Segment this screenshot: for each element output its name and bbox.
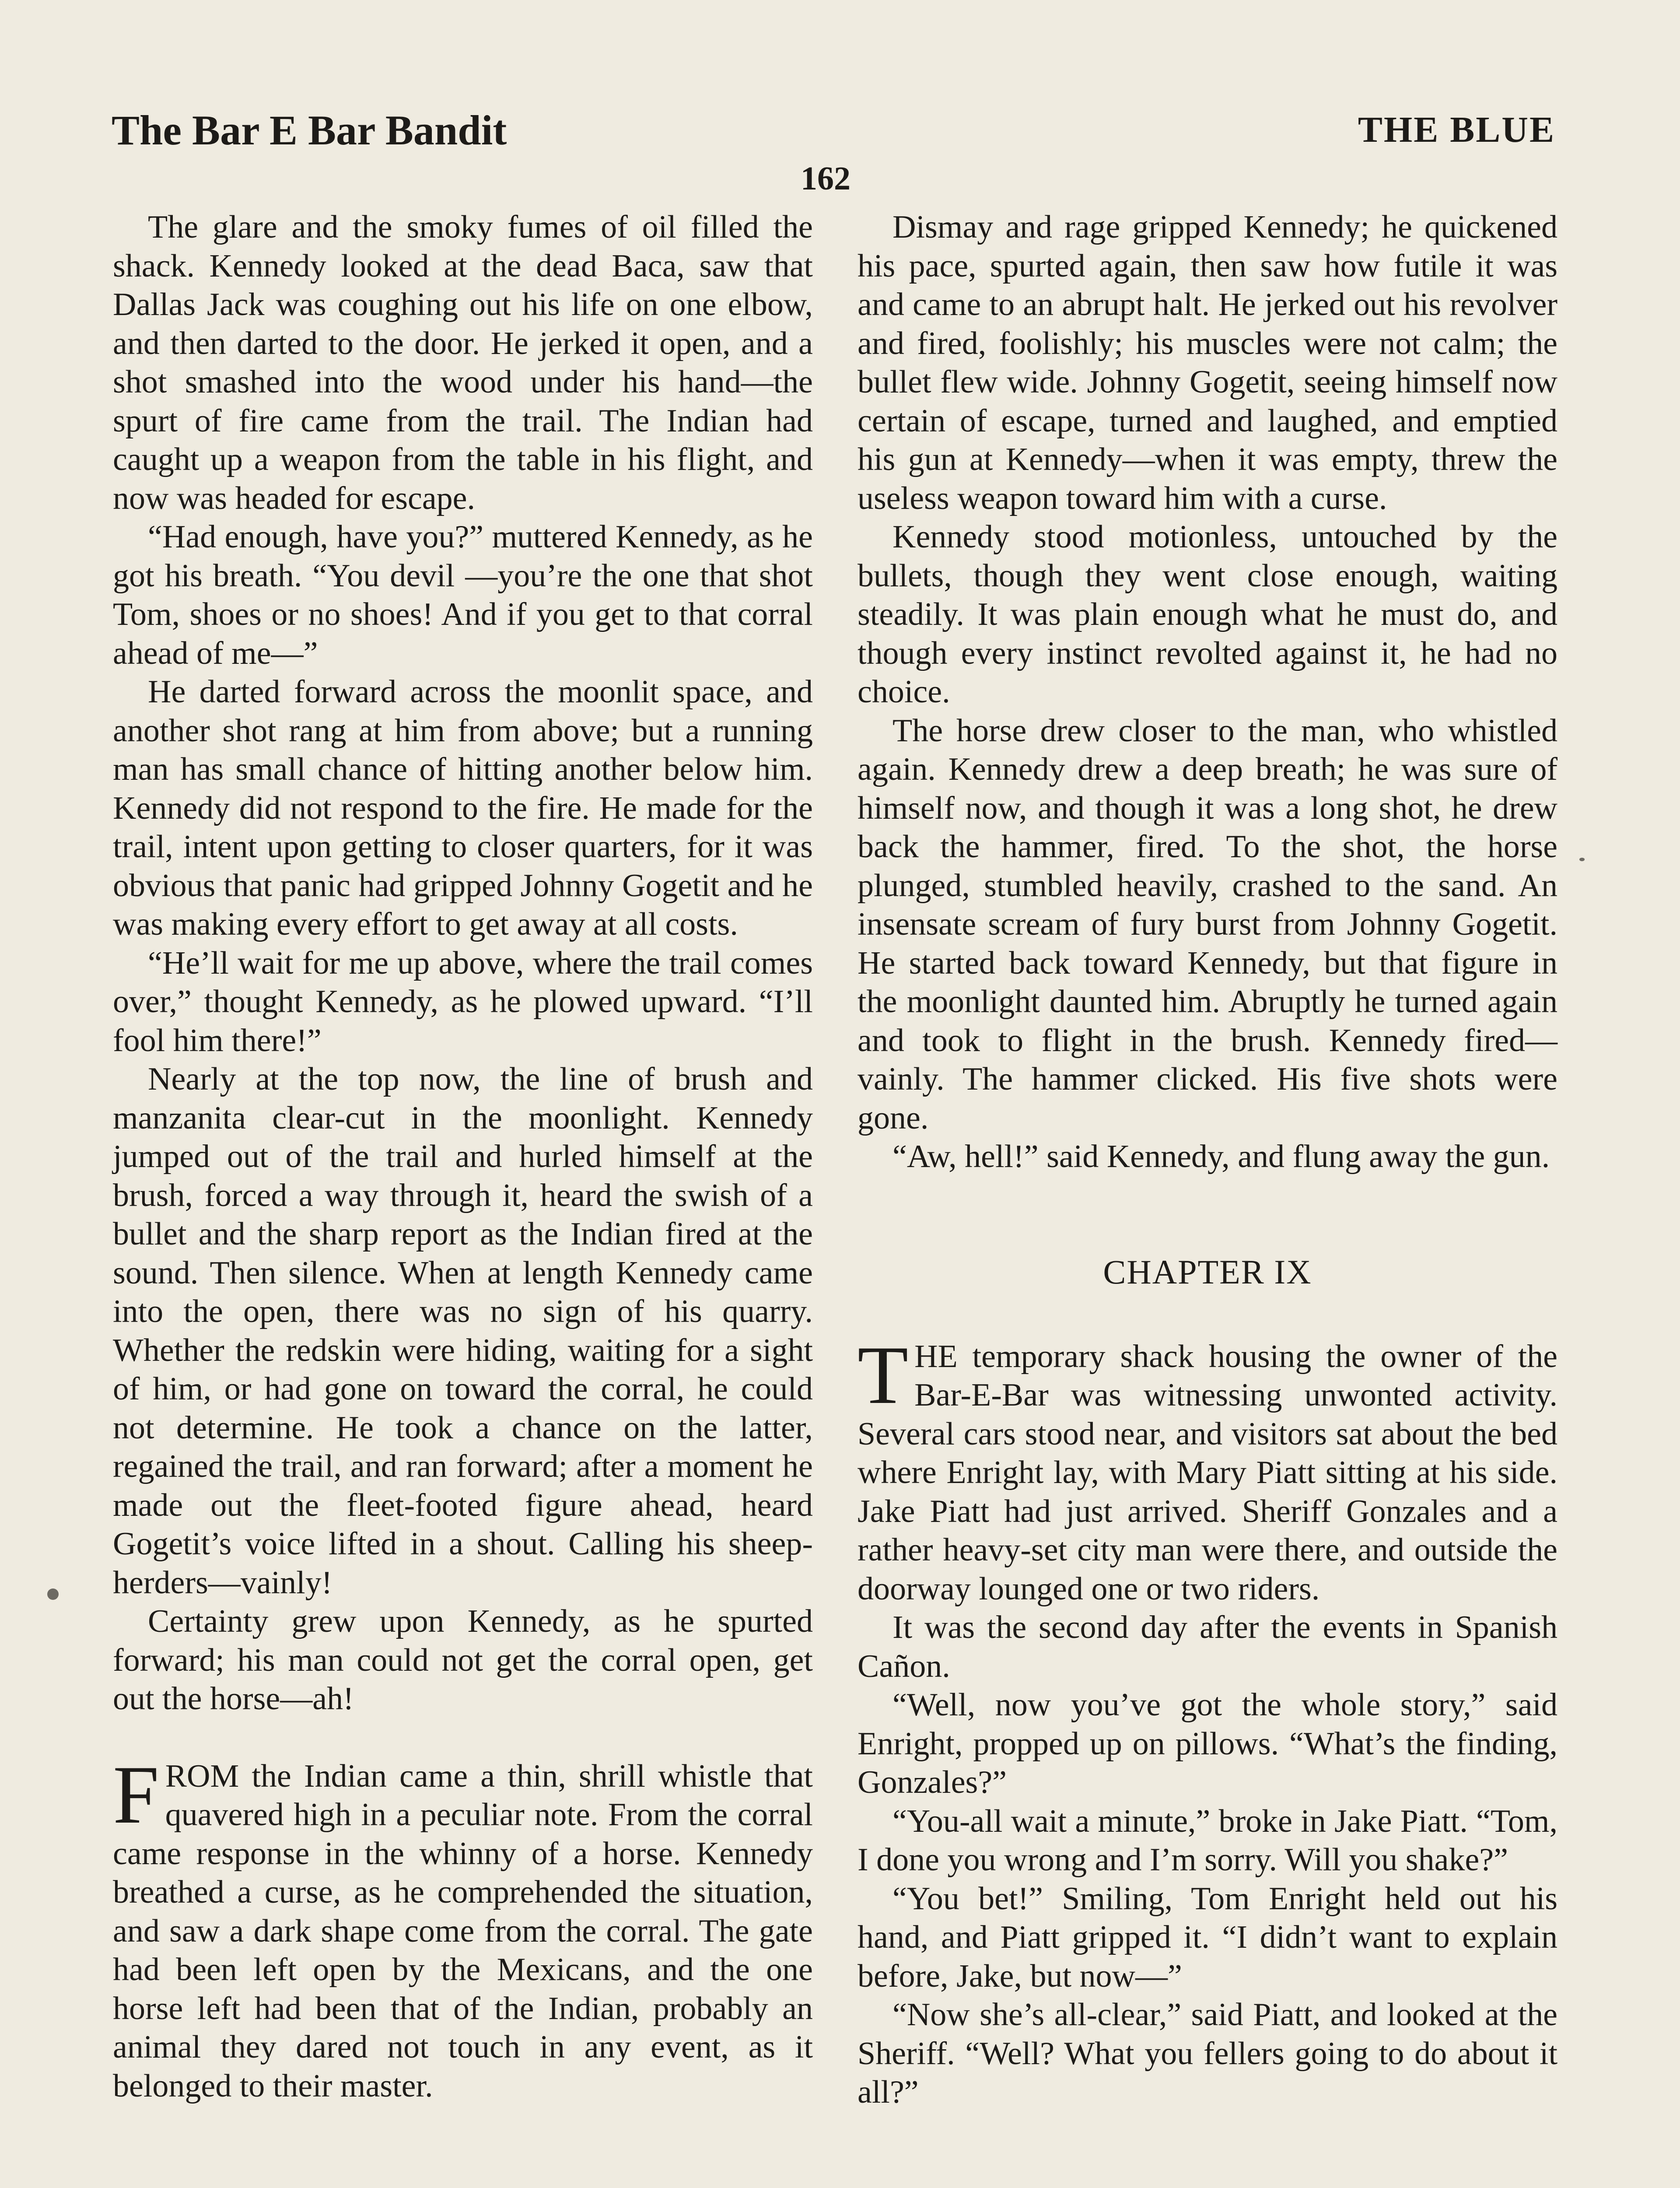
paragraph: “Well, now you’ve got the whole story,” said Enright, propped up on pillows. “What’s the finding, Gonzales?”: [858, 1687, 1558, 1800]
chapter-heading: CHAPTER IX: [1103, 1252, 1312, 1291]
paragraph: “Now she’s all-clear,” said Piatt, and looked at the Sheriff. “Well? What you fellers going to do about it all?”: [858, 1997, 1558, 2110]
paragraph: The glare and the smoky fumes of oil filled the shack. Kennedy looked at the dead Baca, saw that Dallas Jack was coughing out his life on one elbow, and then darted to the door. He jerked it open, and a shot smashed into the wood under his hand—the spurt of fire came from the trail. The Indian had caught up a weapon from the table in his flight, and now was headed for escape.: [113, 209, 813, 516]
print-speck: [1579, 858, 1585, 861]
paragraph: Kennedy stood motionless, untouched by the bullets, though they went close enough, waiting steadily. It was plain enough what he must do, and though every instinct revolted against it, he had no choice.: [858, 519, 1558, 710]
story-title: The Bar E Bar Bandit: [112, 107, 507, 154]
dropcap-paragraph-text: ROM the Indian came a thin, shrill whistle that quavered high in a peculiar note. From the corral came response in the whinny of a horse. Kennedy breathed a curse, as he comprehended the situation, and saw a dark shape come from the corral. The gate had been left open by the Mexicans, and the one horse left had been that of the Indian, probably an animal they dared not touch in any event, as it belonged to their master.: [113, 1758, 813, 2104]
paragraph: “Had enough, have you?” muttered Kennedy, as he got his breath. “You devil —you’re the one that shot Tom, shoes or no shoes! And if you get to that corral ahead of me—”: [113, 519, 813, 671]
paragraph: It was the second day after the events in Spanish Cañon.: [858, 1609, 1558, 1684]
dropcap-paragraph: [113, 1749, 813, 2106]
dropcap-paragraph-text: HE temporary shack housing the owner of the Bar-E-Bar was witnessing unwonted activity. Several cars stood near, and visitors sat about the bed where Enright lay, with Mary Piatt sitting at his side. Jake Piatt had just arrived. Sheriff Gonzales and a rather heavy-set city man were there, and outside the doorway lounged one or two riders.: [858, 1338, 1558, 1607]
paragraph: He darted forward across the moonlit space, and another shot rang at him from above; but a running man has small chance of hitting another below him. Kennedy did not respond to the fire. He made for the trail, intent upon getting to closer quarters, for it was obvious that panic had gripped Johnny Gogetit and he was making every effort to get away at all costs.: [113, 674, 813, 942]
paragraph: The horse drew closer to the man, who whistled again. Kennedy drew a deep breath; he was sure of himself now, and though it was a long shot, he drew back the hammer, fired. To the shot, the horse plunged, stumbled heavily, crashed to the sand. An insensate scream of fury burst from Johnny Gogetit. He started back toward Kennedy, but that figure in the moonlight daunted him. Abruptly he turned again and took to flight in the brush. Kennedy fired—vainly. The hammer clicked. His five shots were gone.: [858, 712, 1558, 1136]
magazine-title: THE BLUE: [1358, 109, 1555, 150]
paragraph: Nearly at the top now, the line of brush and manzanita clear-cut in the moonlight. Kennedy jumped out of the trail and hurled himself at the brush, forced a way through it, heard the swish of a bullet and the sharp report as the Indian fired at the sound. Then silence. When at length Kennedy came into the open, there was no sign of his quarry. Whether the redskin were hiding, waiting for a sight of him, or had gone on toward the corral, he could not determine. He took a chance on the latter, regained the trail, and ran forward; after a moment he made out the fleet-footed figure ahead, heard Gogetit’s voice lifted in a shout. Calling his sheep-herders—vainly!: [113, 1061, 813, 1601]
print-speck: [47, 1588, 59, 1600]
dropcap-letter: F: [113, 1749, 159, 1841]
paragraph: “You bet!” Smiling, Tom Enright held out his hand, and Piatt gripped it. “I didn’t want to explain before, Jake, but now—”: [858, 1880, 1558, 1994]
left-column: [113, 208, 813, 2105]
dropcap-paragraph: [858, 1329, 1558, 1609]
paragraph: Dismay and rage gripped Kennedy; he quickened his pace, spurted again, then saw how futile it was and came to an abrupt halt. He jerked out his revolver and fired, foolishly; his muscles were not calm; the bullet flew wide. Johnny Gogetit, seeing himself now certain of escape, turned and laughed, and emptied his gun at Kennedy—when it was empty, threw the useless weapon toward him with a curse.: [858, 209, 1558, 516]
paragraph: Certainty grew upon Kennedy, as he spurted forward; his man could not get the corral open, get out the horse—ah!: [113, 1603, 813, 1717]
right-column: [858, 208, 1558, 2112]
paragraph: “Aw, hell!” said Kennedy, and flung away the gun.: [892, 1139, 1550, 1175]
dropcap-letter: T: [858, 1329, 909, 1421]
page-number: 162: [801, 160, 850, 197]
paragraph: “You-all wait a minute,” broke in Jake Piatt. “Tom, I done you wrong and I’m sorry. Will you shake?”: [858, 1803, 1558, 1878]
paragraph: “He’ll wait for me up above, where the trail comes over,” thought Kennedy, as he plowed upward. “I’ll fool him there!”: [113, 945, 813, 1059]
